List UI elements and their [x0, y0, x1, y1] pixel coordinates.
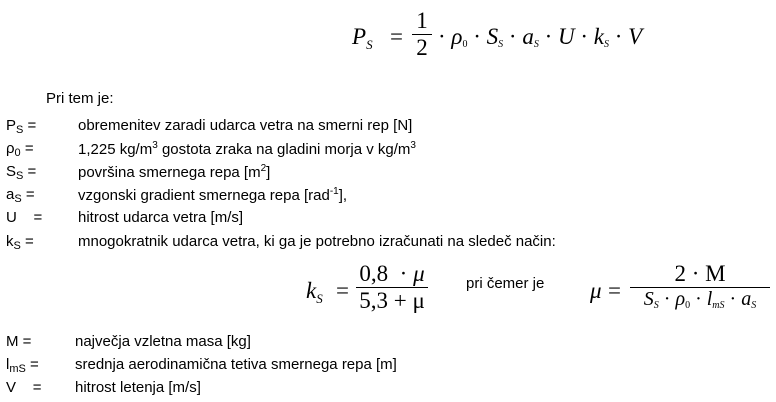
def-sym-as: $a_S$ = — [6, 186, 35, 205]
def-text-lms: srednja aerodinamična tetiva smernega repa [m] — [75, 356, 397, 373]
formula-fraction: 1 2 — [412, 8, 432, 61]
def-text-ks: mnogokratnik udarca vetra, ki ga je potrebno izračunati na sledeč način: — [78, 233, 556, 250]
def-text-ss: površina smernega repa $[m^2]$ — [78, 163, 271, 181]
def-text-rho: 1,225 $kg/m^3$ gostota zraka na gladini morja v $kg/m^3$ — [78, 140, 416, 158]
def-sym-rho: $\rho_0$ = — [6, 140, 34, 159]
def-sym-ss: $S_S$ = — [6, 163, 37, 182]
def-sym-ps: $P_S$ = — [6, 117, 37, 136]
def-text-v: hitrost letenja [m/s] — [75, 379, 201, 396]
def-sym-ks: $k_S$ = — [6, 233, 34, 252]
ks-fraction: 0,8 · μ 5,3 + μ — [356, 261, 428, 314]
mu-fraction: 2 · M SS · ρ0 · lmS · aS — [630, 261, 770, 311]
ks-lhs: $k_S$ — [306, 278, 323, 306]
mu-equals: = — [608, 278, 621, 303]
def-text-as: vzgonski gradient smernega repa [rad$^{-1}$], — [78, 186, 348, 204]
def-sym-u: U = — [6, 209, 43, 226]
ks-equals: = — [336, 278, 349, 303]
formula-rhs: · ρ0 · SS · aS · U · kS · V — [438, 24, 643, 50]
formula-lhs: $P_S$ — [352, 24, 373, 52]
formula-equals: = — [390, 24, 403, 49]
intro-text: Pri tem je: — [46, 90, 114, 107]
def-text-m: največja vzletna masa [kg] — [75, 333, 251, 350]
mu-lhs: μ — [590, 278, 602, 303]
mu-formula — [590, 258, 772, 328]
def-sym-lms: $l_{mS}$ = — [6, 356, 39, 375]
mid-text: pri čemer je — [466, 275, 545, 292]
def-sym-v: V = — [6, 379, 42, 396]
def-sym-m: M = — [6, 333, 32, 350]
ks-formula — [306, 258, 446, 328]
def-text-u: hitrost udarca vetra [m/s] — [78, 209, 244, 226]
main-formula — [352, 0, 682, 70]
def-text-ps: obremenitev zaradi udarca vetra na smerni rep [N] — [78, 117, 413, 134]
